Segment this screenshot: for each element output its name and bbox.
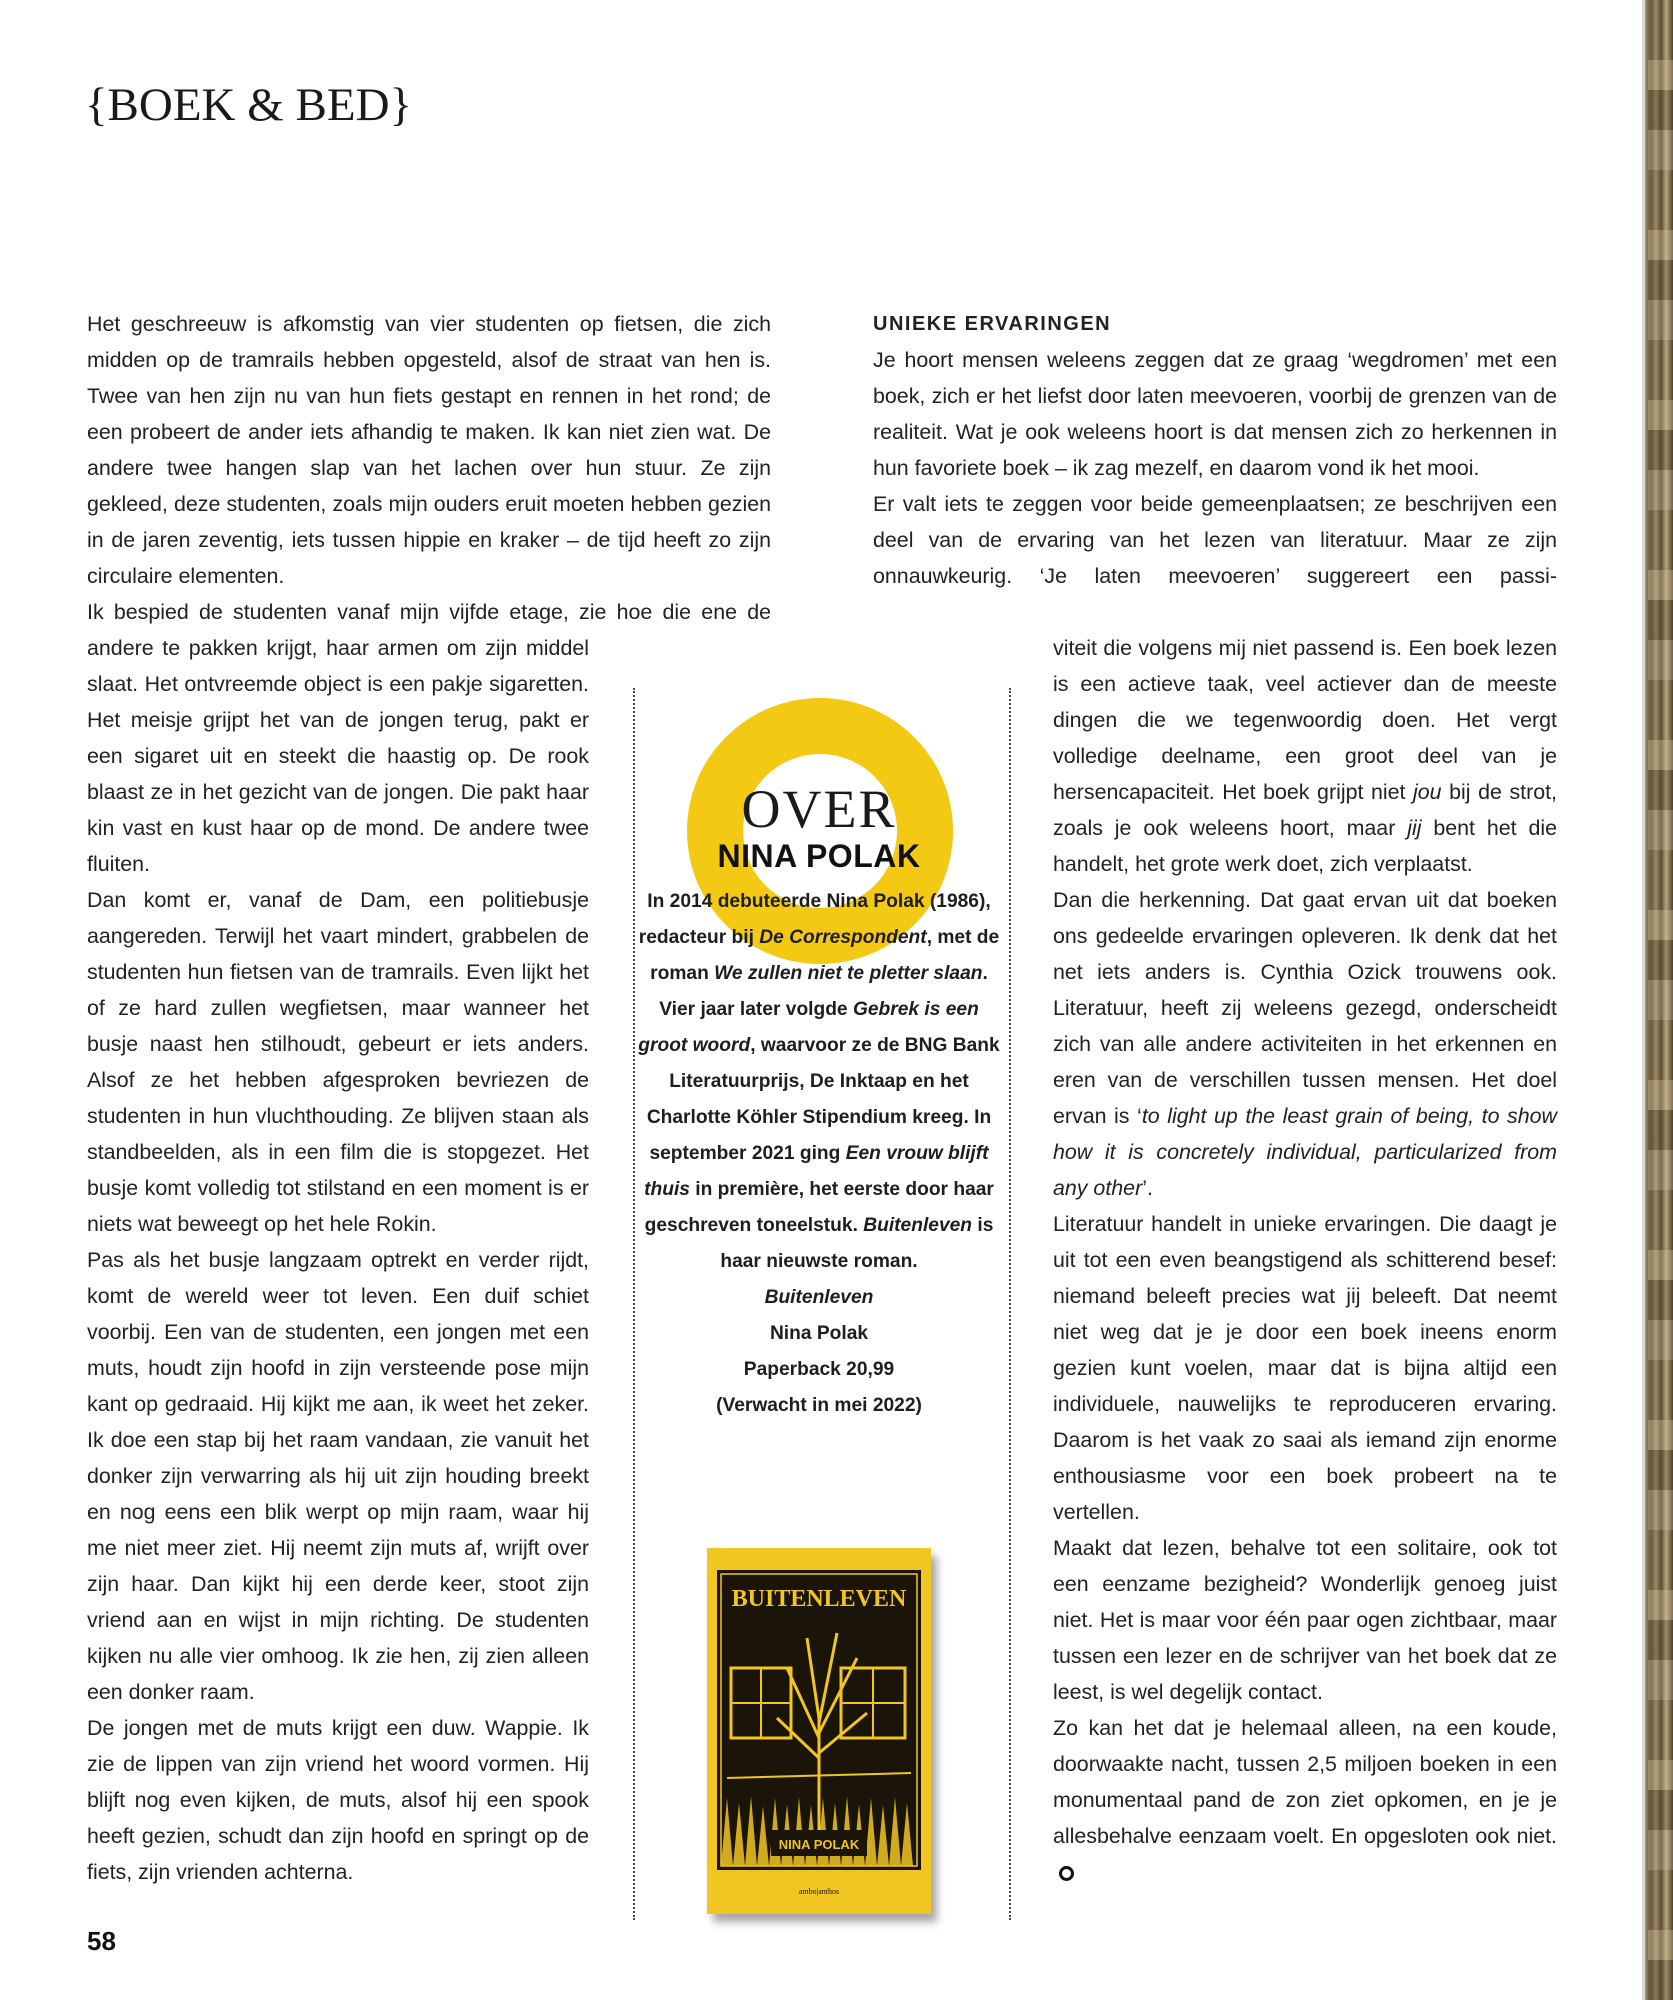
adjacent-page-edge [1642,0,1673,2000]
book-author: Nina Polak [769,1323,869,1344]
book-release: (Verwacht in mei 2022) [716,1395,922,1416]
emphasis: jij [1407,816,1422,840]
cover-author: NINA POLAK [778,1837,860,1852]
paragraph: Het geschreeuw is afkomstig van vier studenten op fietsen, die zich midden op de tramrails hebben opgesteld, alsof de straat van hen is. Twee van hen zijn nu van hun fiets gestapt en rennen in het rond; de een probeert de ander iets afhandig te maken. Ik kan niet zien wat. De andere twee hangen slap van het lachen over hun stuur. Ze zijn gekleed, deze studenten, zoals mijn ouders eruit moeten hebben gezien in de jaren zeventig, iets tussen hippie en kraker – de tijd heeft zo zijn circulaire elementen. [87,312,771,588]
book-price: Paperback 20,99 [743,1359,895,1380]
paragraph: Je hoort mensen weleens zeggen dat ze graag ‘wegdromen’ met een boek, zich er het liefst door laten meevoeren, voorbij de grenzen van de realiteit. Wat je ook weleens hoort is dat mensen zich zo herkennen in hun favoriete boek – ik zag mezelf, en daarom vond ik het mooi. [873,348,1557,480]
paragraph: Dan komt er, vanaf de Dam, een politiebusje aangereden. Terwijl het vaart mindert, grabbelen de studenten hun fietsen van de tramrails. Even lijkt het of ze hard zullen wegfietsen, maar wanneer het busje naast hen stilhoudt, gebeurt er iets anders. Alsof ze het hebben afgesproken bevriezen de studenten in hun vluchthouding. Ze blijven staan als standbeelden, als in een film die is stopgezet. Het busje komt volledig tot stilstand en een moment is er niets wat beweegt op het hele Rokin. [87,888,589,1236]
cover-publisher: ambo|anthos [798,1887,840,1896]
paragraph: Zo kan het dat je helemaal alleen, na een koude, doorwaakte nacht, tussen 2,5 miljoen boeken in een monumentaal pand de zon ziet opkomen, en je je allesbehalve eenzaam voelt. En opgesloten ook niet. [1053,1710,1557,1890]
right-column-top [873,306,1557,594]
paragraph: andere te pakken krijgt, haar armen om zijn middel slaat. Het ontvreemde object is een pakje sigaretten. Het meisje grijpt het van de jongen terug, pakt er een sigaret uit en steekt die haastig op. De rook blaast ze in het gezicht van de jongen. Die pakt haar kin vast en kust haar op de mond. De andere twee fluiten. [87,636,589,876]
book-title: Buitenleven [764,1287,874,1308]
paragraph: Ik bespied de studenten vanaf mijn vijfde etage, zie hoe die ene de [87,600,771,624]
sidebar-name: NINA POLAK [717,838,921,874]
paragraph: viteit die volgens mij niet passend is. Een boek lezen is een actieve taak, veel actiever dan de meeste dingen die we tegenwoordig doen. Het vergt volledige deelname, een groot deel van je hersencapaciteit. Het boek grijpt niet jou bij de strot, zoals je ook weleens hoort, maar jij bent het die handelt, het grote werk doet, zich verplaatst. [1053,636,1557,876]
quote: to light up the least grain of being, to show how it is concretely individual, particularized from any other [1053,1104,1557,1200]
cover-title: BUITENLEVEN [731,1586,907,1612]
author-bio: In 2014 debuteerde Nina Polak (1986), redacteur bij De Correspondent, met de roman We zullen niet te pletter slaan. Vier jaar later volgde Gebrek is een groot woord, waarvoor ze de BNG Bank Literatuurprijs, De Inktaap en het Charlotte Köhler Stipendium kreeg. In september 2021 ging Een vrouw blijft thuis in première, het eerste door haar geschreven toneelstuk. Buitenleven is haar nieuwste roman. Buitenleven Nina Polak Paperback 20,99 (Verwacht in mei 2022) [637,884,1001,1424]
left-column-narrow [87,630,589,1890]
cover-illustration [707,1548,931,1914]
paragraph: Maakt dat lezen, behalve tot een solitaire, ook tot een eenzame bezigheid? Wonderlijk genoeg juist niet. Het is maar voor één paar ogen zichtbaar, maar tussen een lezer en de schrijver van het boek dat ze leest, is wel degelijk contact. [1053,1536,1557,1704]
dotted-divider [1009,688,1011,1920]
section-header: {BOEK & BED} [85,79,413,131]
dotted-divider [633,688,635,1920]
paragraph: De jongen met de muts krijgt een duw. Wappie. Ik zie de lippen van zijn vriend het woord vormen. Hij blijft nog even kijken, de muts, alsof hij een spook heeft gezien, schudt dan zijn hoofd en springt op de fiets, zijn vrienden achterna. [87,1716,589,1884]
paragraph: Pas als het busje langzaam optrekt en verder rijdt, komt de wereld weer tot leven. Een duif schiet voorbij. Een van de studenten, een jongen met een muts, houdt zijn hoofd in zijn versteende pose mijn kant op gedraaid. Hij kijkt me aan, ik weet het zeker. Ik doe een stap bij het raam vandaan, zie vanuit het donker zijn verwarring als hij uit zijn houding breekt en nog eens een blik werpt op mijn raam, waar hij me niet meer ziet. Hij neemt zijn muts af, wrijft over zijn haar. Dan kijkt hij een derde keer, stoot zijn vriend aan en wijst in mijn richting. De studenten kijken nu alle vier omhoog. Ik zie hen, zij zien alleen een donker raam. [87,1248,589,1704]
right-column-narrow [1053,630,1557,1890]
emphasis: jou [1413,780,1442,804]
section-heading: UNIEKE ERVARINGEN [873,313,1112,335]
page-number: 58 [87,1926,116,1956]
paragraph: Dan die herkenning. Dat gaat ervan uit dat boeken ons gedeelde ervaringen opleveren. Ik denk dat het net iets anders is. Cynthia Ozick trouwens ook. Literatuur, heeft zij weleens gezegd, onderscheidt zich van alle andere activiteiten in het erkennen en eren van de verschillen tussen mensen. Het doel ervan is ‘to light up the least grain of being, to show how it is concretely individual, particularized from any other’. [1053,888,1557,1200]
book-cover [707,1548,931,1914]
paragraph: Er valt iets te zeggen voor beide gemeenplaatsen; ze beschrijven een deel van de ervaring van het lezen van literatuur. Maar ze zijn onnauwkeurig. ‘Je laten meevoeren’ suggereert een passi- [873,492,1557,588]
left-column-top [87,306,771,630]
sidebar-over: OVER [741,779,897,839]
end-mark-icon [1059,1866,1074,1881]
paragraph: Literatuur handelt in unieke ervaringen. Die daagt je uit tot een even beangstigend als schitterend besef: niemand beleeft precies wat jij beleeft. Dat neemt niet weg dat je je door een boek ineens enorm gezien kunt voelen, maar dat is bijna altijd een individuele, nauwelijks te reproduceren ervaring. Daarom is het vaak zo saai als iemand zijn enorme enthousiasme voor een boek probeert na te vertellen. [1053,1212,1557,1524]
